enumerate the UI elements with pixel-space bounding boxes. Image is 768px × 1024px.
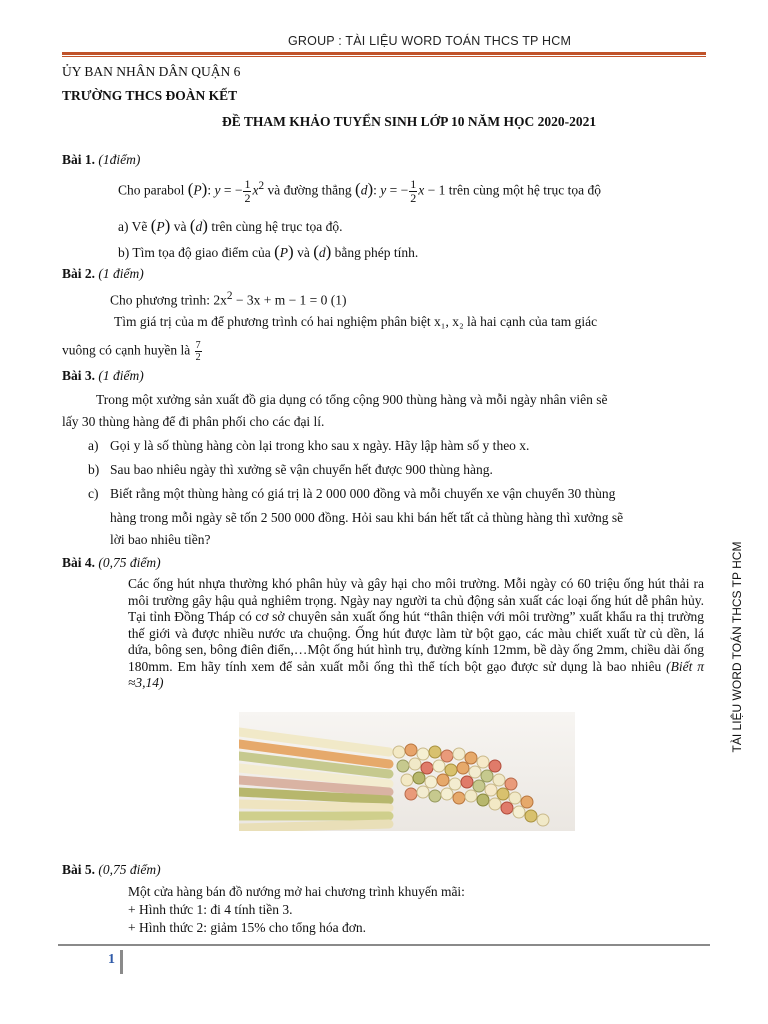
bai4-score: (0,75 điểm)	[98, 555, 161, 570]
bai2-text2	[62, 340, 203, 363]
bai1-a-end: trên cùng hệ trục tọa độ.	[211, 219, 343, 234]
bai2-eq-prefix: Cho phương trình:	[110, 292, 210, 308]
bai2-heading	[62, 266, 144, 282]
bai3-heading	[62, 368, 144, 384]
bai3-intro1: Trong một xưởng sản xuất đồ gia dụng có tổng cộng 900 thùng hàng và mỗi ngày nhân viên sẽ	[96, 392, 608, 407]
fraction: $\frac{1}{2}$	[244, 177, 251, 205]
bai3-item-c-text2: hàng trong mỗi ngày sẽ tốn 2 500 000 đồng. Hỏi sau khi bán hết tất cả thùng hàng thì xưởng sẽ	[110, 510, 624, 525]
bai5-label: Bài 5.	[62, 862, 96, 877]
bai1-a-and: và	[173, 219, 187, 234]
item-label: a)	[88, 438, 99, 453]
bai5-heading	[62, 862, 161, 878]
bai1-intro-b: và đường thẳng	[267, 182, 352, 198]
bai4-body: Các ống hút nhựa thường khó phân hủy và gây hại cho môi trường. Mỗi ngày có 60 triệu ống hút thải ra môi trường gây hậu quả nghiêm trọng. Ngày nay người ta chủ động sản xuất các loại ống hút dễ phân hủy. Tại tỉnh Đồng Tháp có cơ sở chuyên sản xuất ống hút “thân thiện với môi trường” xuất khẩu ra thị trường thế giới và được nhiều nước ưa chuộng. Ống hút được làm từ bột gạo, các màu chiết xuất từ củ dền, lá dứa, bông sen, bông điên điển,…Một ống hút hình trụ, đường kính 12mm, bề dày ống 2mm, chiều dài ống 180mm. Em hãy tính xem để sản xuất mỗi ống thì thể tích bột gạo được sử dụng là bao nhiêu	[128, 576, 704, 674]
bai1-heading	[62, 152, 140, 168]
item-label: b)	[88, 462, 100, 477]
bai3-item-c-text3: lời bao nhiêu tiền?	[110, 532, 211, 547]
bai4-text	[128, 576, 704, 692]
footer-rule	[58, 944, 710, 946]
bai1-b-text: b) Tìm tọa độ giao điểm của	[118, 245, 271, 260]
exam-title: ĐỀ THAM KHẢO TUYỂN SINH LỚP 10 NĂM HỌC 2020-2021	[222, 114, 597, 129]
bai3-item-a	[88, 438, 530, 454]
header-rule	[62, 52, 706, 55]
header-group-title: GROUP : TÀI LIỆU WORD TOÁN THCS TP HCM	[288, 34, 572, 48]
bai3-item-c-text: Biết rằng một thùng hàng có giá trị là 2 000 000 đồng và mỗi chuyến xe vận chuyển 30 thùng	[110, 486, 616, 501]
item-label: c)	[88, 486, 99, 501]
page-number: 1	[108, 952, 115, 967]
bai3-item-b	[88, 462, 493, 478]
fraction: $\frac{1}{2}$	[410, 177, 417, 205]
bai1-intro-a: Cho parabol	[118, 182, 185, 198]
side-watermark-text: TÀI LIỆU WORD TOÁN THCS TP HCM	[730, 541, 744, 753]
bai5-score: (0,75 điểm)	[98, 862, 161, 877]
committee-title: ỦY BAN NHÂN DÂN QUẬN 6	[62, 64, 241, 79]
straws-photo	[239, 712, 575, 831]
bai2-text: Tìm giá trị của m để phương trình có hai nghiệm phân biệt x₁, x₂ là hai cạnh của tam giác	[114, 314, 598, 329]
bai1-label: Bài 1.	[62, 152, 96, 167]
side-watermark	[727, 520, 747, 780]
bai4-heading	[62, 555, 161, 571]
item-text: Sau bao nhiêu ngày thì xưởng sẽ vận chuyển hết được 900 thùng hàng.	[110, 462, 493, 477]
school-title: TRƯỜNG THCS ĐOÀN KẾT	[62, 88, 238, 103]
bai1-b-and: và	[297, 245, 310, 260]
bai1-intro-c: trên cùng một hệ trục tọa độ	[448, 182, 601, 198]
bai5-line2: + Hình thức 1: đi 4 tính tiền 3.	[128, 902, 293, 917]
bai5-line3: + Hình thức 2: giảm 15% cho tổng hóa đơn.	[128, 920, 367, 935]
fraction: $\frac{7}{2}$	[195, 340, 201, 363]
bai3-label: Bài 3.	[62, 368, 96, 383]
bai1-a-text: a) Vẽ	[118, 219, 148, 234]
bai3-intro2: lấy 30 thùng hàng để đi phân phối cho các đại lí.	[62, 414, 325, 429]
bai4-label: Bài 4.	[62, 555, 96, 570]
bai1-part-b: b) Tìm tọa độ giao điểm của (P) và (d) bằng phép tính.	[118, 242, 419, 261]
page-number-bar	[120, 950, 123, 974]
bai1-intro: Cho parabol (P): y = − $\frac{1}{2}$ $x^2$ và đường thẳng (d): y = − $\frac{1}{2}$ x − 1 trên cùng một hệ trục tọa độ	[118, 177, 601, 205]
bai2-equation: Cho phương trình: $2x^2 - 3x + m - 1 = 0$ (1)	[110, 290, 347, 308]
bai2-score: (1 điểm)	[98, 266, 144, 281]
bai1-score: (1điểm)	[98, 152, 141, 167]
bai2-text2-label: vuông có cạnh huyền là	[62, 342, 191, 358]
bai5-line1: Một cửa hàng bán đồ nướng mở hai chương trình khuyến mãi:	[128, 884, 465, 899]
bai1-b-end: bằng phép tính.	[334, 245, 419, 260]
bai3-score: (1 điểm)	[98, 368, 144, 383]
item-text: Gọi y là số thùng hàng còn lại trong kho sau x ngày. Hãy lập hàm số y theo x.	[110, 438, 530, 453]
straws-illustration	[239, 712, 575, 831]
bai1-part-a: a) Vẽ (P) và (d) trên cùng hệ trục tọa độ.	[118, 216, 343, 235]
bai4-note: (Biết π ≈3,14)	[128, 658, 705, 690]
header-rule-thin	[62, 56, 706, 57]
bai3-item-c	[88, 486, 99, 502]
bai2-label: Bài 2.	[62, 266, 96, 281]
